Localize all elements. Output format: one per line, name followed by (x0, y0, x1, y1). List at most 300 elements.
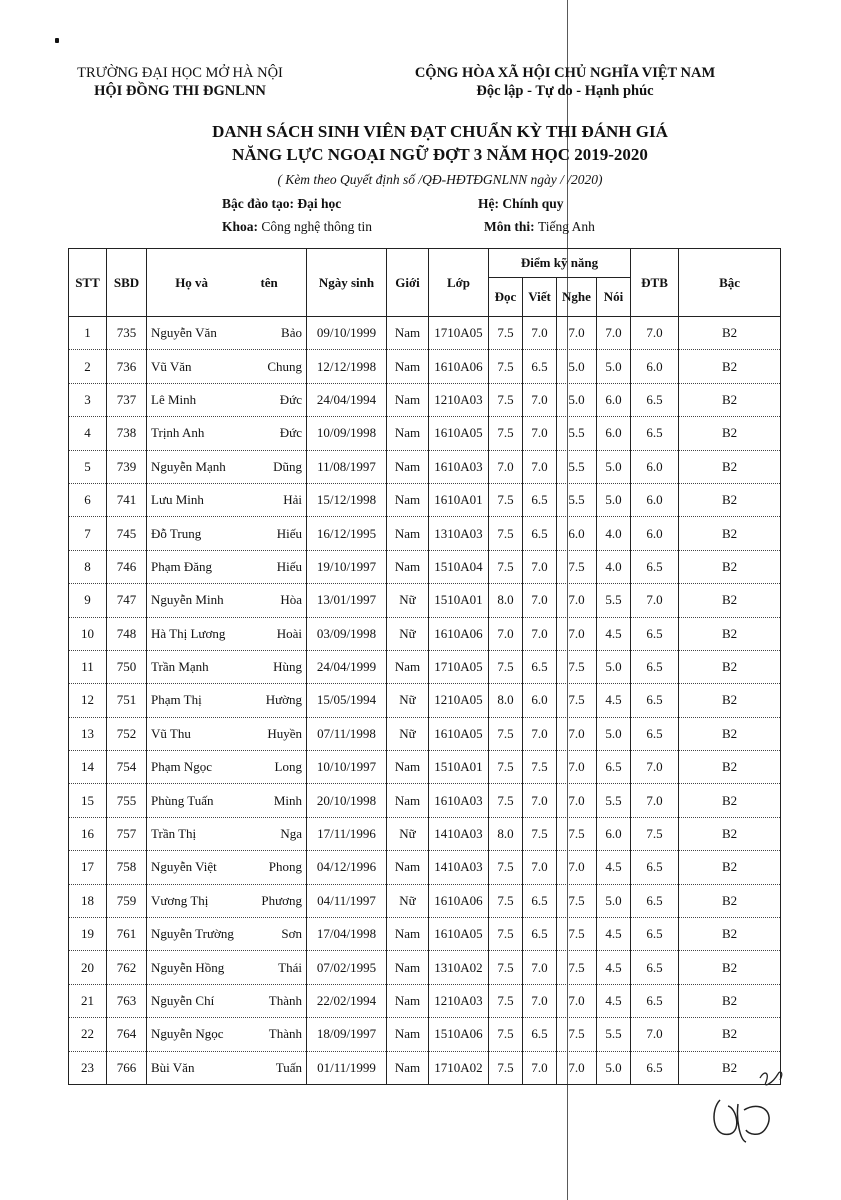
cell-viet: 7.0 (523, 717, 557, 750)
meta-faculty (222, 219, 372, 235)
cell-dtb: 6.5 (631, 383, 679, 416)
cell-ten: Hùng (273, 659, 302, 675)
cell-ten: Đức (279, 425, 302, 441)
cell-lop: 1610A03 (429, 450, 489, 483)
cell-dtb: 7.0 (631, 1018, 679, 1051)
country-name: CỘNG HÒA XÃ HỘI CHỦ NGHĨA VIỆT NAM (414, 65, 716, 81)
cell-noi: 6.0 (597, 417, 631, 450)
cell-nghe: 7.5 (557, 550, 597, 583)
title-line-1: DANH SÁCH SINH VIÊN ĐẠT CHUẨN KỲ THI ĐÁNH GIÁ (212, 122, 668, 141)
cell-nghe: 5.0 (557, 383, 597, 416)
cell-bac: B2 (679, 550, 781, 583)
cell-ho: Phạm Đăng (151, 558, 213, 574)
cell-ngay-sinh: 19/10/1997 (307, 550, 387, 583)
meta-training-level (222, 196, 341, 212)
cell-viet: 7.0 (523, 417, 557, 450)
cell-nghe: 7.0 (557, 717, 597, 750)
cell-bac: B2 (679, 751, 781, 784)
cell-sbd: 757 (107, 817, 147, 850)
cell-sbd: 763 (107, 984, 147, 1017)
cell-lop: 1510A04 (429, 550, 489, 583)
cell-doc: 7.5 (489, 483, 523, 516)
cell-dtb: 7.5 (631, 817, 679, 850)
cell-stt: 4 (69, 417, 107, 450)
cell-dtb: 6.5 (631, 417, 679, 450)
cell-nghe: 7.0 (557, 751, 597, 784)
cell-ten: Hường (265, 692, 302, 708)
cell-viet: 7.5 (523, 751, 557, 784)
training-level-value: Đại học (297, 196, 342, 211)
cell-noi: 6.0 (597, 383, 631, 416)
cell-sbd: 766 (107, 1051, 147, 1084)
cell-ten: Huyền (267, 725, 302, 741)
cell-gioi: Nữ (387, 717, 429, 750)
cell-dtb: 6.5 (631, 550, 679, 583)
cell-viet: 7.0 (523, 851, 557, 884)
cell-sbd: 736 (107, 350, 147, 383)
cell-nghe: 5.5 (557, 417, 597, 450)
cell-sbd: 746 (107, 550, 147, 583)
cell-ngay-sinh: 12/12/1998 (307, 350, 387, 383)
cell-lop: 1610A06 (429, 350, 489, 383)
subject-value: Tiếng Anh (538, 219, 595, 234)
cell-ho: Nguyễn Mạnh (151, 458, 226, 474)
cell-lop: 1310A02 (429, 951, 489, 984)
cell-noi: 4.5 (597, 851, 631, 884)
cell-ten: Thái (278, 959, 302, 975)
cell-gioi: Nam (387, 851, 429, 884)
cell-dtb: 6.0 (631, 350, 679, 383)
cell-stt: 16 (69, 817, 107, 850)
cell-gioi: Nam (387, 1051, 429, 1084)
cell-ho: Nguyễn Văn (151, 325, 217, 341)
cell-name (147, 717, 307, 750)
cell-stt: 2 (69, 350, 107, 383)
cell-ho: Bùi Văn (151, 1059, 195, 1075)
cell-ten: Bảo (281, 325, 302, 341)
cell-bac: B2 (679, 951, 781, 984)
results-body (69, 317, 781, 1085)
cell-ten: Thành (268, 993, 302, 1008)
cell-nghe: 5.0 (557, 350, 597, 383)
cell-bac: B2 (679, 383, 781, 416)
training-level-label: Bậc đào tạo: (222, 196, 294, 211)
cell-ten: Minh (273, 792, 302, 808)
table-row (69, 784, 781, 817)
cell-ngay-sinh: 18/09/1997 (307, 1018, 387, 1051)
cell-name (147, 317, 307, 350)
cell-ngay-sinh: 04/12/1996 (307, 851, 387, 884)
cell-ngay-sinh: 24/04/1994 (307, 383, 387, 416)
cell-doc: 7.5 (489, 550, 523, 583)
cell-bac: B2 (679, 517, 781, 550)
cell-nghe: 5.5 (557, 483, 597, 516)
cell-name (147, 851, 307, 884)
cell-bac: B2 (679, 717, 781, 750)
cell-ho: Nguyễn Việt (151, 859, 217, 875)
title-line-2: NĂNG LỰC NGOẠI NGỮ ĐỢT 3 NĂM HỌC 2019-2020 (232, 145, 648, 164)
national-motto: Độc lập - Tự do - Hạnh phúc (476, 83, 654, 99)
cell-ngay-sinh: 17/04/1998 (307, 918, 387, 951)
col-writing: Viết (523, 278, 557, 317)
cell-nghe: 7.0 (557, 784, 597, 817)
cell-ngay-sinh: 10/10/1997 (307, 751, 387, 784)
cell-ngay-sinh: 16/12/1995 (307, 517, 387, 550)
cell-ho: Nguyễn Trường (151, 926, 234, 942)
cell-gioi: Nam (387, 417, 429, 450)
cell-sbd: 761 (107, 918, 147, 951)
table-row (69, 951, 781, 984)
cell-ngay-sinh: 01/11/1999 (307, 1051, 387, 1084)
cell-bac: B2 (679, 1018, 781, 1051)
cell-ten: Hoài (276, 625, 302, 641)
cell-doc: 7.5 (489, 784, 523, 817)
cell-bac: B2 (679, 584, 781, 617)
cell-viet: 7.0 (523, 383, 557, 416)
cell-doc: 7.5 (489, 717, 523, 750)
cell-dtb: 6.5 (631, 851, 679, 884)
cell-sbd: 738 (107, 417, 147, 450)
cell-noi: 5.5 (597, 1018, 631, 1051)
cell-dtb: 6.5 (631, 984, 679, 1017)
cell-gioi: Nam (387, 550, 429, 583)
handwritten-initials (700, 1060, 810, 1150)
cell-stt: 10 (69, 617, 107, 650)
cell-viet: 6.5 (523, 1018, 557, 1051)
cell-ten: Long (274, 759, 302, 775)
cell-noi: 5.0 (597, 717, 631, 750)
col-reading: Đọc (489, 278, 523, 317)
cell-stt: 21 (69, 984, 107, 1017)
cell-bac: B2 (679, 984, 781, 1017)
cell-lop: 1610A06 (429, 884, 489, 917)
cell-dtb: 6.5 (631, 918, 679, 951)
cell-stt: 14 (69, 751, 107, 784)
cell-lop: 1710A05 (429, 650, 489, 683)
cell-noi: 5.0 (597, 1051, 631, 1084)
cell-name (147, 550, 307, 583)
cell-noi: 6.5 (597, 751, 631, 784)
cell-viet: 7.0 (523, 617, 557, 650)
faculty-label: Khoa: (222, 219, 259, 234)
cell-nghe: 7.5 (557, 684, 597, 717)
cell-viet: 6.5 (523, 483, 557, 516)
cell-lop: 1610A05 (429, 717, 489, 750)
cell-viet: 7.0 (523, 951, 557, 984)
cell-nghe: 7.5 (557, 918, 597, 951)
cell-ngay-sinh: 13/01/1997 (307, 584, 387, 617)
cell-stt: 18 (69, 884, 107, 917)
cell-nghe: 7.0 (557, 617, 597, 650)
cell-sbd: 762 (107, 951, 147, 984)
cell-stt: 8 (69, 550, 107, 583)
cell-gioi: Nam (387, 951, 429, 984)
cell-name (147, 884, 307, 917)
table-row (69, 1051, 781, 1084)
table-row (69, 717, 781, 750)
cell-noi: 5.5 (597, 784, 631, 817)
cell-viet: 7.0 (523, 784, 557, 817)
cell-ten: Phương (261, 892, 302, 908)
col-sbd: SBD (107, 249, 147, 317)
cell-sbd: 735 (107, 317, 147, 350)
cell-ngay-sinh: 10/09/1998 (307, 417, 387, 450)
cell-noi: 4.5 (597, 684, 631, 717)
cell-stt: 13 (69, 717, 107, 750)
table-row (69, 317, 781, 350)
cell-nghe: 7.5 (557, 817, 597, 850)
table-row (69, 383, 781, 416)
cell-doc: 7.5 (489, 1018, 523, 1051)
cell-sbd: 737 (107, 383, 147, 416)
cell-gioi: Nữ (387, 817, 429, 850)
cell-name (147, 584, 307, 617)
cell-stt: 3 (69, 383, 107, 416)
cell-bac: B2 (679, 851, 781, 884)
cell-viet: 7.0 (523, 984, 557, 1017)
cell-gioi: Nữ (387, 584, 429, 617)
cell-sbd: 747 (107, 584, 147, 617)
cell-doc: 7.5 (489, 751, 523, 784)
col-speaking: Nói (597, 278, 631, 317)
col-level: Bậc (679, 249, 781, 317)
cell-sbd: 758 (107, 851, 147, 884)
cell-gioi: Nữ (387, 617, 429, 650)
cell-noi: 5.0 (597, 650, 631, 683)
cell-name (147, 817, 307, 850)
cell-bac: B2 (679, 650, 781, 683)
cell-doc: 7.5 (489, 984, 523, 1017)
cell-stt: 5 (69, 450, 107, 483)
cell-noi: 4.0 (597, 550, 631, 583)
faculty-value: Công nghệ thông tin (261, 219, 373, 234)
subject-label: Môn thi: (484, 219, 535, 234)
cell-stt: 7 (69, 517, 107, 550)
cell-doc: 7.0 (489, 617, 523, 650)
council-name: HỘI ĐỒNG THI ĐGNLNN (94, 83, 266, 99)
cell-doc: 7.5 (489, 1051, 523, 1084)
university-name: TRƯỜNG ĐẠI HỌC MỞ HÀ NỘI (77, 65, 283, 81)
national-header (400, 64, 730, 100)
cell-name (147, 751, 307, 784)
cell-dtb: 6.5 (631, 951, 679, 984)
cell-viet: 7.0 (523, 550, 557, 583)
cell-dtb: 7.0 (631, 317, 679, 350)
table-row (69, 650, 781, 683)
cell-dtb: 7.0 (631, 784, 679, 817)
cell-gioi: Nữ (387, 684, 429, 717)
cell-stt: 11 (69, 650, 107, 683)
cell-doc: 7.5 (489, 417, 523, 450)
cell-ten: Sơn (281, 926, 302, 942)
cell-nghe: 7.0 (557, 984, 597, 1017)
cell-doc: 7.5 (489, 851, 523, 884)
cell-gioi: Nam (387, 517, 429, 550)
cell-ten: Hải (283, 492, 302, 508)
cell-dtb: 6.5 (631, 650, 679, 683)
cell-ho: Trịnh Anh (151, 425, 205, 441)
cell-noi: 5.0 (597, 350, 631, 383)
cell-bac: B2 (679, 817, 781, 850)
cell-noi: 6.0 (597, 817, 631, 850)
cell-dtb: 6.5 (631, 717, 679, 750)
cell-sbd: 741 (107, 483, 147, 516)
cell-lop: 1410A03 (429, 851, 489, 884)
cell-ten: Hiếu (276, 558, 302, 574)
cell-noi: 4.5 (597, 918, 631, 951)
cell-ngay-sinh: 17/11/1996 (307, 817, 387, 850)
cell-lop: 1610A03 (429, 784, 489, 817)
cell-doc: 7.5 (489, 383, 523, 416)
cell-ho: Vương Thị (151, 892, 209, 908)
cell-ho: Hà Thị Lương (151, 625, 226, 641)
cell-stt: 6 (69, 483, 107, 516)
cell-name (147, 417, 307, 450)
cell-ngay-sinh: 09/10/1999 (307, 317, 387, 350)
cell-ho: Đỗ Trung (151, 525, 202, 541)
cell-dtb: 6.0 (631, 450, 679, 483)
cell-stt: 23 (69, 1051, 107, 1084)
cell-ho: Nguyễn Chí (151, 993, 215, 1008)
cell-viet: 6.5 (523, 918, 557, 951)
cell-ngay-sinh: 20/10/1998 (307, 784, 387, 817)
cell-gioi: Nam (387, 350, 429, 383)
col-name-ten: tên (260, 274, 278, 290)
cell-sbd: 751 (107, 684, 147, 717)
cell-nghe: 7.0 (557, 851, 597, 884)
cell-lop: 1710A02 (429, 1051, 489, 1084)
cell-bac: B2 (679, 617, 781, 650)
table-row (69, 350, 781, 383)
cell-nghe: 7.5 (557, 951, 597, 984)
col-birthdate: Ngày sinh (307, 249, 387, 317)
cell-ho: Trần Mạnh (151, 659, 209, 675)
table-row (69, 617, 781, 650)
cell-noi: 7.0 (597, 317, 631, 350)
cell-gioi: Nam (387, 751, 429, 784)
cell-ho: Phạm Thị (151, 692, 202, 708)
cell-noi: 4.5 (597, 951, 631, 984)
cell-dtb: 7.0 (631, 751, 679, 784)
cell-lop: 1710A05 (429, 317, 489, 350)
cell-nghe: 7.5 (557, 884, 597, 917)
cell-name (147, 617, 307, 650)
cell-ngay-sinh: 07/02/1995 (307, 951, 387, 984)
cell-name (147, 450, 307, 483)
cell-lop: 1210A03 (429, 984, 489, 1017)
cell-gioi: Nữ (387, 884, 429, 917)
cell-ho: Nguyễn Ngọc (151, 1026, 224, 1042)
cell-stt: 20 (69, 951, 107, 984)
cell-doc: 7.5 (489, 951, 523, 984)
cell-nghe: 6.0 (557, 517, 597, 550)
col-average: ĐTB (631, 249, 679, 317)
scan-speck (55, 38, 59, 43)
cell-lop: 1610A06 (429, 617, 489, 650)
table-row (69, 918, 781, 951)
col-name (147, 249, 307, 317)
cell-gioi: Nam (387, 483, 429, 516)
cell-nghe: 7.5 (557, 650, 597, 683)
cell-viet: 7.0 (523, 450, 557, 483)
cell-name (147, 650, 307, 683)
cell-name (147, 350, 307, 383)
cell-sbd: 745 (107, 517, 147, 550)
cell-viet: 7.0 (523, 584, 557, 617)
cell-lop: 1210A05 (429, 684, 489, 717)
cell-doc: 7.5 (489, 918, 523, 951)
cell-viet: 7.0 (523, 317, 557, 350)
cell-lop: 1210A03 (429, 383, 489, 416)
system-label: Hệ: (478, 196, 499, 211)
cell-name (147, 383, 307, 416)
meta-subject (484, 219, 595, 235)
cell-viet: 7.5 (523, 817, 557, 850)
cell-stt: 1 (69, 317, 107, 350)
cell-gioi: Nam (387, 450, 429, 483)
cell-bac: B2 (679, 918, 781, 951)
col-class: Lớp (429, 249, 489, 317)
cell-ho: Nguyễn Minh (151, 592, 224, 608)
cell-ten: Tuấn (275, 1059, 302, 1075)
cell-gioi: Nam (387, 1018, 429, 1051)
cell-ho: Vũ Văn (151, 358, 192, 374)
cell-viet: 6.5 (523, 517, 557, 550)
cell-stt: 9 (69, 584, 107, 617)
cell-name (147, 1051, 307, 1084)
col-listening: Nghe (557, 278, 597, 317)
table-row (69, 684, 781, 717)
cell-dtb: 6.5 (631, 684, 679, 717)
cell-bac: B2 (679, 884, 781, 917)
cell-sbd: 752 (107, 717, 147, 750)
cell-doc: 7.5 (489, 317, 523, 350)
cell-dtb: 6.0 (631, 483, 679, 516)
cell-ngay-sinh: 07/11/1998 (307, 717, 387, 750)
cell-name (147, 951, 307, 984)
table-row (69, 817, 781, 850)
cell-ngay-sinh: 03/09/1998 (307, 617, 387, 650)
table-row (69, 984, 781, 1017)
cell-sbd: 754 (107, 751, 147, 784)
cell-nghe: 5.5 (557, 450, 597, 483)
cell-lop: 1310A03 (429, 517, 489, 550)
cell-sbd: 764 (107, 1018, 147, 1051)
cell-doc: 7.5 (489, 884, 523, 917)
table-row (69, 550, 781, 583)
table-row (69, 450, 781, 483)
cell-viet: 6.5 (523, 350, 557, 383)
document-title (120, 120, 760, 166)
cell-name (147, 984, 307, 1017)
table-row (69, 517, 781, 550)
cell-ngay-sinh: 22/02/1994 (307, 984, 387, 1017)
cell-bac: B2 (679, 450, 781, 483)
cell-ten: Thành (268, 1026, 302, 1042)
cell-ten: Chung (267, 358, 302, 374)
table-row (69, 851, 781, 884)
cell-viet: 6.5 (523, 884, 557, 917)
cell-stt: 15 (69, 784, 107, 817)
cell-ngay-sinh: 04/11/1997 (307, 884, 387, 917)
table-row (69, 884, 781, 917)
cell-doc: 7.5 (489, 517, 523, 550)
cell-bac: B2 (679, 1051, 781, 1084)
cell-gioi: Nam (387, 317, 429, 350)
cell-doc: 8.0 (489, 684, 523, 717)
cell-ten: Hiếu (276, 525, 302, 541)
cell-ngay-sinh: 24/04/1999 (307, 650, 387, 683)
